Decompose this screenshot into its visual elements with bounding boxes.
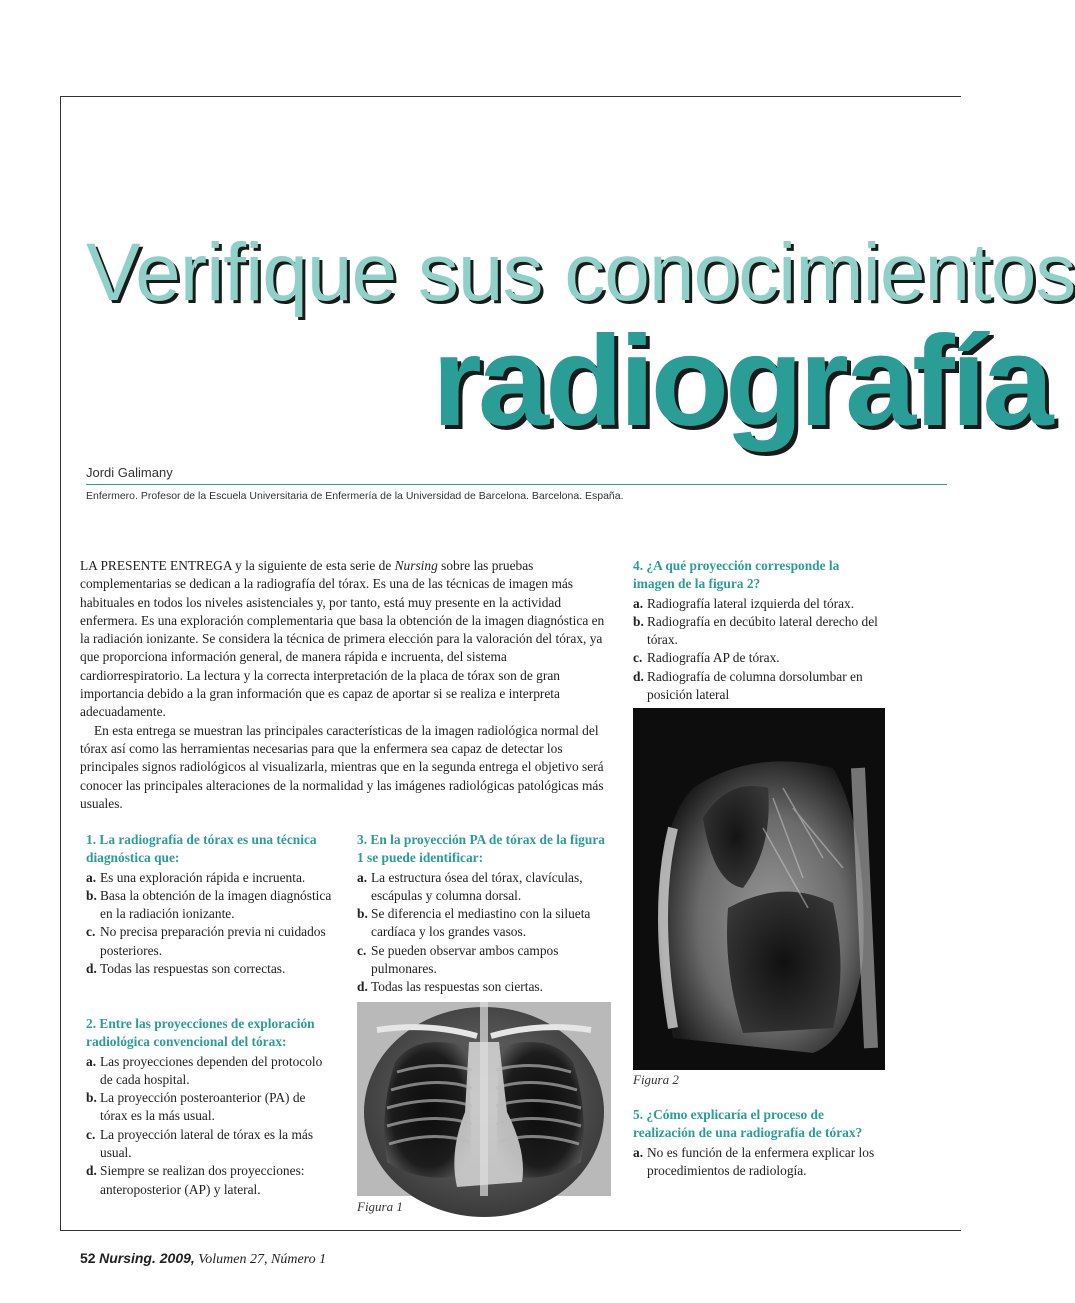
question-2 <box>86 1015 336 1199</box>
intro-p1-b: sobre las pruebas complementarias se dedican a la radiografía del tórax. Es una de las técnicas de imagen más habituales en todos los niveles asistenciales y, por tanto, está muy presente en la actividad enfermera. Es una exploración complementaria que basa la obtención de la imagen diagnóstica en la radiación ionizante. Se considera la técnica de primera elección para la valoración del tórax, ya que proporciona información general, de manera rápida e incruenta, del sistema cardiorrespiratorio. La lectura y la correcta interpretación de la placa de tórax son de gran importancia debido a la gran información que es capaz de aportar si se realiza e interpreta adecuadamente. <box>80 558 605 720</box>
header-rule <box>86 484 947 485</box>
intro-paragraph-1 <box>80 557 608 722</box>
intro-p1-a: y la siguiente de esta serie de <box>231 558 395 573</box>
option-text: La proyección lateral de tórax es la más usual. <box>100 1126 314 1161</box>
question-1-option-c <box>86 923 336 960</box>
option-letter: a. <box>86 1053 97 1069</box>
option-text: Radiografía de columna dorsolumbar en posición lateral <box>647 668 863 703</box>
option-letter: a. <box>86 869 97 885</box>
journal-title: Nursing. 2009, <box>99 1250 195 1266</box>
option-letter: d. <box>86 961 97 977</box>
journal-volume: Volumen 27, Número 1 <box>198 1252 327 1267</box>
intro-lead: LA PRESENTE ENTREGA <box>80 558 232 573</box>
figure-2-caption: Figura 2 <box>633 1072 679 1087</box>
question-4 <box>633 557 883 704</box>
option-text: La estructura ósea del tórax, clavículas, escápulas y columna dorsal. <box>371 869 583 903</box>
option-text: Radiografía AP de tórax. <box>647 650 780 666</box>
question-1-heading: 1. La radiografía de tórax es una técnica diagnóstica que: <box>86 832 317 866</box>
option-letter: b. <box>86 1090 97 1106</box>
figure-1-caption: Figura 1 <box>357 1199 403 1214</box>
figure-2-chest-xray-lateral <box>633 708 885 1070</box>
option-letter: c. <box>357 942 367 958</box>
question-3-option-b <box>357 905 612 942</box>
question-4-option-c <box>633 649 883 667</box>
question-5-option-a <box>633 1144 883 1181</box>
figure-2-illustration <box>633 708 885 1070</box>
option-text: Las proyecciones dependen del protocolo de cada hospital. <box>100 1053 323 1087</box>
option-text: Radiografía en decúbito lateral derecho del tórax. <box>647 613 878 648</box>
question-3-option-c <box>357 942 612 979</box>
title-line-1: Verifique sus conocimientos <box>86 227 1075 318</box>
option-text: No precisa preparación previa ni cuidados posteriores. <box>100 924 326 958</box>
page-number: 52 <box>80 1250 96 1266</box>
option-letter: b. <box>357 906 368 922</box>
option-text: No es función de la enfermera explicar los procedimientos de radiología. <box>647 1144 875 1178</box>
title-line-2: radiografía <box>432 310 1050 453</box>
question-5 <box>633 1106 883 1180</box>
option-letter: a. <box>633 1144 644 1160</box>
page-footer <box>80 1250 326 1268</box>
option-letter: c. <box>86 1126 96 1142</box>
author-affiliation: Enfermero. Profesor de la Escuela Universitaria de Enfermería de la Universidad de Barcelona. Barcelona. España. <box>86 490 624 502</box>
option-letter: d. <box>633 668 644 684</box>
author-name: Jordi Galimany <box>86 465 173 480</box>
option-letter: a. <box>633 595 644 611</box>
option-text: Siempre se realizan dos proyecciones: anteroposterior (AP) y lateral. <box>100 1163 305 1197</box>
journal-name: Nursing <box>394 558 438 573</box>
question-1-option-b <box>86 887 336 924</box>
option-letter: b. <box>86 887 97 903</box>
option-text: Se diferencia el mediastino con la silueta cardíaca y los grandes vasos. <box>371 906 591 940</box>
question-4-option-b <box>633 613 883 650</box>
question-2-option-d <box>86 1162 336 1199</box>
option-letter: d. <box>357 979 368 995</box>
question-3-heading: 3. En la proyección PA de tórax de la figura 1 se puede identificar: <box>357 832 605 866</box>
option-text: Todas las respuestas son ciertas. <box>371 979 543 995</box>
question-1 <box>86 831 336 978</box>
figure-1-illustration <box>357 1002 611 1196</box>
intro-paragraph-2: En esta entrega se muestran las principales características de la imagen radiológica normal del tórax así como las herramientas necesarias para que la enfermera sea capaz de detectar los principales signos radiológicos al visualizarla, mientras que en la segunda entrega el objetivo será conocer las principales alteraciones de la normalidad y las imágenes radiológicas patológicas más usuales. <box>80 722 604 811</box>
option-text: Todas las respuestas son correctas. <box>100 961 286 977</box>
option-letter: c. <box>86 924 96 940</box>
option-letter: b. <box>633 613 644 629</box>
question-2-option-c <box>86 1126 336 1163</box>
intro-text <box>80 557 608 813</box>
question-3-option-a <box>357 869 612 906</box>
question-4-option-a <box>633 595 883 613</box>
question-2-option-b <box>86 1089 336 1126</box>
option-text: Se pueden observar ambos campos pulmonares. <box>371 942 559 977</box>
question-2-heading: 2. Entre las proyecciones de exploración radiológica convencional del tórax: <box>86 1016 315 1050</box>
question-1-option-d <box>86 960 336 978</box>
question-1-option-a <box>86 869 336 887</box>
question-5-heading: 5. ¿Cómo explicaría el proceso de realización de una radiografía de tórax? <box>633 1107 863 1141</box>
option-letter: c. <box>633 650 643 666</box>
question-4-heading: 4. ¿A qué proyección corresponde la imagen de la figura 2? <box>633 558 840 592</box>
option-text: La proyección posteroanterior (PA) de tórax es la más usual. <box>100 1090 306 1124</box>
question-3-option-d <box>357 978 612 996</box>
question-4-option-d <box>633 668 883 705</box>
figure-1-chest-xray-pa <box>357 1002 611 1196</box>
option-text: Basa la obtención de la imagen diagnóstica en la radiación ionizante. <box>100 887 332 922</box>
option-letter: d. <box>86 1163 97 1179</box>
question-2-option-a <box>86 1053 336 1090</box>
question-3 <box>357 831 612 997</box>
option-text: Es una exploración rápida e incruenta. <box>100 869 306 885</box>
option-text: Radiografía lateral izquierda del tórax. <box>647 595 855 611</box>
option-letter: a. <box>357 869 368 885</box>
